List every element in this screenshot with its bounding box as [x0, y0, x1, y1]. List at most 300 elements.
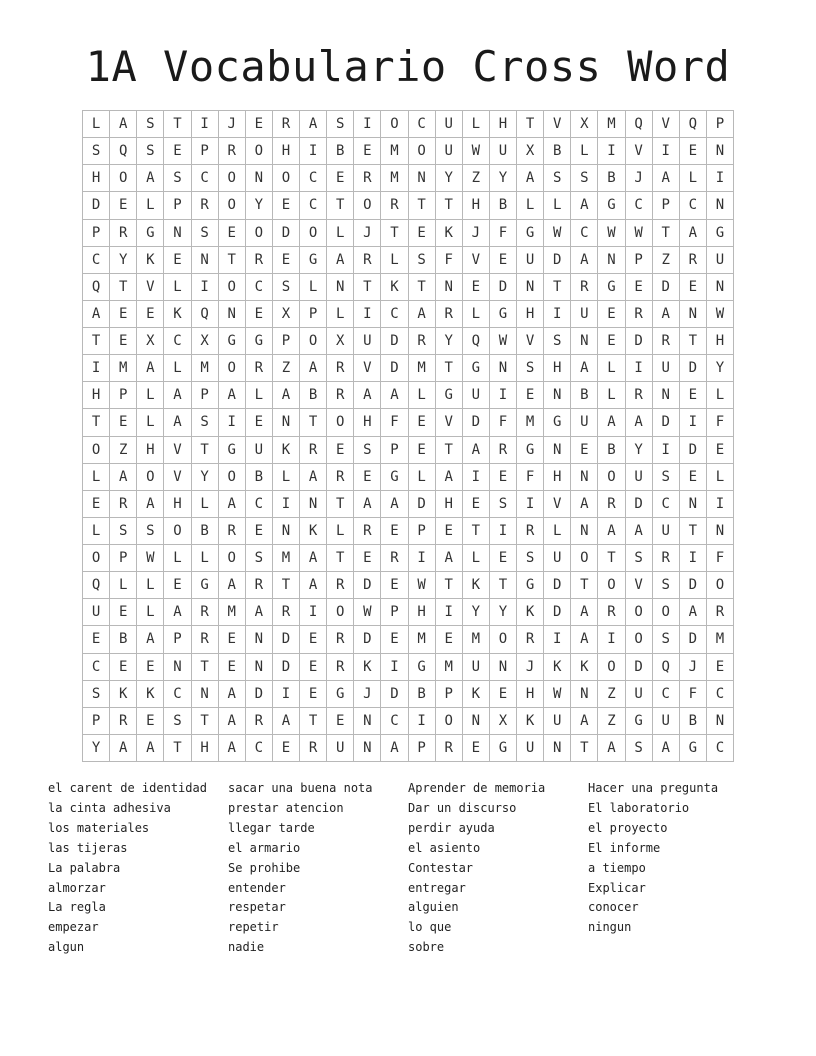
grid-cell: D: [544, 599, 571, 626]
grid-cell: O: [219, 192, 246, 219]
grid-cell: G: [626, 708, 653, 735]
grid-cell: O: [219, 274, 246, 301]
grid-cell: R: [327, 654, 354, 681]
word-item: los materiales: [48, 820, 150, 835]
grid-cell: T: [571, 572, 598, 599]
grid-cell: T: [164, 111, 191, 138]
grid-cell: I: [707, 165, 734, 192]
grid-cell: C: [246, 274, 273, 301]
grid-cell: U: [653, 708, 680, 735]
grid-cell: C: [300, 192, 327, 219]
grid-cell: L: [83, 111, 110, 138]
word-item: Dar un discurso: [408, 800, 517, 815]
grid-cell: P: [192, 138, 219, 165]
grid-cell: I: [192, 111, 219, 138]
word-item: el carent de identidad: [48, 781, 207, 795]
grid-cell: S: [517, 545, 544, 572]
grid-cell: E: [219, 220, 246, 247]
grid-cell: E: [246, 518, 273, 545]
grid-cell: A: [164, 382, 191, 409]
grid-cell: E: [137, 708, 164, 735]
grid-cell: A: [653, 301, 680, 328]
grid-cell: R: [192, 599, 219, 626]
grid-cell: E: [273, 735, 300, 762]
grid-cell: A: [354, 382, 381, 409]
grid-cell: W: [626, 220, 653, 247]
grid-cell: L: [137, 409, 164, 436]
grid-cell: A: [680, 599, 707, 626]
grid-cell: N: [463, 708, 490, 735]
grid-cell: A: [571, 355, 598, 382]
grid-cell: P: [436, 681, 463, 708]
word-item: Aprender de memoria: [408, 781, 546, 795]
grid-cell: T: [164, 735, 191, 762]
grid-cell: Y: [490, 165, 517, 192]
grid-cell: U: [436, 111, 463, 138]
grid-cell: C: [381, 708, 408, 735]
grid-cell: I: [192, 274, 219, 301]
grid-cell: E: [381, 572, 408, 599]
grid-cell: K: [137, 247, 164, 274]
page-title: 1A Vocabulario Cross Word: [85, 42, 731, 91]
grid-cell: K: [463, 572, 490, 599]
grid-cell: N: [273, 409, 300, 436]
grid-cell: A: [354, 491, 381, 518]
grid-cell: N: [219, 301, 246, 328]
grid-cell: N: [246, 654, 273, 681]
grid-cell: N: [490, 654, 517, 681]
grid-cell: M: [598, 111, 625, 138]
grid-cell: M: [436, 654, 463, 681]
grid-cell: R: [246, 708, 273, 735]
grid-cell: E: [327, 165, 354, 192]
grid-cell: A: [137, 355, 164, 382]
grid-cell: R: [219, 138, 246, 165]
grid-cell: O: [354, 192, 381, 219]
grid-cell: I: [490, 382, 517, 409]
word-search-grid: [82, 110, 734, 762]
grid-cell: C: [707, 681, 734, 708]
grid-cell: W: [598, 220, 625, 247]
grid-cell: O: [707, 572, 734, 599]
grid-cell: W: [544, 681, 571, 708]
grid-cell: B: [327, 138, 354, 165]
word-item: sacar una buena nota: [228, 781, 373, 795]
grid-cell: A: [381, 382, 408, 409]
grid-cell: D: [381, 355, 408, 382]
grid-cell: K: [463, 681, 490, 708]
grid-cell: H: [137, 437, 164, 464]
grid-cell: P: [381, 599, 408, 626]
grid-cell: X: [571, 111, 598, 138]
word-column: [408, 779, 588, 958]
grid-cell: E: [110, 654, 137, 681]
grid-cell: R: [598, 491, 625, 518]
grid-cell: K: [137, 681, 164, 708]
grid-cell: Q: [192, 301, 219, 328]
grid-cell: R: [192, 626, 219, 653]
grid-cell: I: [598, 626, 625, 653]
grid-cell: G: [463, 355, 490, 382]
grid-cell: T: [436, 355, 463, 382]
grid-cell: E: [110, 192, 137, 219]
grid-cell: W: [137, 545, 164, 572]
grid-cell: N: [246, 165, 273, 192]
grid-cell: X: [137, 328, 164, 355]
grid-cell: K: [164, 301, 191, 328]
grid-cell: R: [354, 165, 381, 192]
grid-cell: N: [707, 274, 734, 301]
grid-cell: T: [192, 654, 219, 681]
grid-cell: C: [300, 165, 327, 192]
grid-cell: C: [381, 301, 408, 328]
grid-cell: O: [83, 437, 110, 464]
word-item: perdir ayuda: [408, 820, 495, 835]
grid-cell: A: [571, 192, 598, 219]
grid-cell: R: [354, 247, 381, 274]
grid-cell: B: [300, 382, 327, 409]
grid-cell: R: [653, 328, 680, 355]
grid-cell: P: [110, 545, 137, 572]
grid-cell: Q: [626, 111, 653, 138]
grid-cell: E: [110, 301, 137, 328]
grid-cell: K: [300, 518, 327, 545]
grid-cell: A: [273, 382, 300, 409]
grid-cell: E: [598, 301, 625, 328]
grid-cell: D: [653, 274, 680, 301]
grid-cell: I: [463, 464, 490, 491]
grid-cell: M: [110, 355, 137, 382]
grid-cell: D: [83, 192, 110, 219]
grid-cell: O: [409, 138, 436, 165]
grid-cell: A: [110, 464, 137, 491]
grid-cell: E: [164, 247, 191, 274]
grid-cell: Z: [273, 355, 300, 382]
grid-cell: O: [626, 626, 653, 653]
grid-cell: D: [544, 247, 571, 274]
grid-cell: B: [490, 192, 517, 219]
grid-cell: O: [327, 409, 354, 436]
grid-cell: E: [300, 626, 327, 653]
grid-cell: C: [246, 735, 273, 762]
grid-cell: I: [409, 708, 436, 735]
grid-cell: N: [436, 274, 463, 301]
grid-cell: R: [381, 192, 408, 219]
grid-cell: R: [436, 735, 463, 762]
grid-cell: B: [409, 681, 436, 708]
grid-cell: R: [517, 626, 544, 653]
grid-cell: L: [137, 382, 164, 409]
grid-cell: D: [246, 681, 273, 708]
grid-cell: S: [164, 165, 191, 192]
grid-cell: Z: [463, 165, 490, 192]
word-item: entregar: [408, 880, 466, 895]
grid-cell: P: [164, 192, 191, 219]
word-item: La palabra: [48, 860, 121, 875]
grid-cell: N: [517, 274, 544, 301]
grid-cell: S: [137, 111, 164, 138]
grid-cell: S: [83, 681, 110, 708]
grid-cell: A: [137, 735, 164, 762]
grid-cell: E: [680, 138, 707, 165]
grid-cell: T: [436, 572, 463, 599]
grid-cell: P: [707, 111, 734, 138]
grid-cell: I: [653, 437, 680, 464]
grid-cell: K: [436, 220, 463, 247]
grid-cell: N: [164, 220, 191, 247]
grid-cell: R: [517, 518, 544, 545]
grid-cell: F: [490, 220, 517, 247]
grid-cell: T: [83, 409, 110, 436]
grid-cell: T: [300, 708, 327, 735]
grid-cell: I: [300, 138, 327, 165]
grid-cell: E: [219, 626, 246, 653]
grid-cell: R: [246, 572, 273, 599]
grid-cell: E: [680, 464, 707, 491]
grid-cell: L: [409, 464, 436, 491]
grid-cell: G: [544, 409, 571, 436]
grid-cell: T: [680, 518, 707, 545]
grid-cell: N: [490, 355, 517, 382]
grid-cell: M: [219, 599, 246, 626]
grid-cell: J: [517, 654, 544, 681]
grid-cell: E: [409, 437, 436, 464]
grid-cell: I: [598, 138, 625, 165]
grid-cell: E: [381, 518, 408, 545]
grid-cell: C: [164, 328, 191, 355]
grid-cell: U: [626, 681, 653, 708]
grid-cell: H: [544, 355, 571, 382]
grid-cell: L: [110, 572, 137, 599]
grid-cell: O: [598, 572, 625, 599]
grid-cell: R: [327, 626, 354, 653]
grid-cell: E: [490, 681, 517, 708]
grid-cell: S: [544, 328, 571, 355]
word-item: el armario: [228, 840, 301, 855]
grid-cell: T: [653, 220, 680, 247]
grid-cell: T: [110, 274, 137, 301]
grid-cell: X: [490, 708, 517, 735]
grid-cell: G: [436, 382, 463, 409]
grid-cell: O: [246, 138, 273, 165]
grid-cell: E: [300, 681, 327, 708]
grid-cell: L: [381, 247, 408, 274]
grid-cell: E: [381, 626, 408, 653]
grid-cell: R: [273, 599, 300, 626]
grid-cell: L: [598, 382, 625, 409]
grid-cell: I: [707, 491, 734, 518]
grid-cell: K: [381, 274, 408, 301]
grid-cell: F: [381, 409, 408, 436]
grid-cell: A: [137, 626, 164, 653]
grid-cell: R: [110, 220, 137, 247]
word-item: empezar: [48, 920, 99, 935]
grid-cell: E: [83, 626, 110, 653]
grid-cell: G: [517, 437, 544, 464]
grid-cell: N: [246, 626, 273, 653]
grid-cell: A: [327, 247, 354, 274]
grid-cell: M: [381, 138, 408, 165]
grid-cell: A: [653, 165, 680, 192]
grid-cell: I: [544, 301, 571, 328]
grid-cell: L: [327, 518, 354, 545]
grid-cell: O: [598, 464, 625, 491]
grid-cell: G: [707, 220, 734, 247]
grid-cell: R: [354, 518, 381, 545]
grid-cell: T: [327, 545, 354, 572]
grid-cell: W: [463, 138, 490, 165]
word-item: la cinta adhesiva: [48, 800, 171, 815]
grid-cell: T: [327, 491, 354, 518]
grid-cell: Y: [490, 599, 517, 626]
grid-cell: A: [273, 708, 300, 735]
grid-cell: E: [273, 192, 300, 219]
grid-cell: T: [436, 437, 463, 464]
grid-cell: Y: [83, 735, 110, 762]
grid-cell: A: [517, 165, 544, 192]
grid-cell: K: [273, 437, 300, 464]
grid-cell: S: [490, 491, 517, 518]
word-item: respetar: [228, 900, 286, 915]
grid-cell: G: [490, 735, 517, 762]
grid-cell: D: [273, 220, 300, 247]
word-item: el proyecto: [588, 820, 668, 835]
grid-cell: A: [571, 626, 598, 653]
grid-cell: U: [517, 735, 544, 762]
grid-cell: E: [300, 654, 327, 681]
grid-cell: D: [626, 654, 653, 681]
grid-cell: E: [327, 708, 354, 735]
grid-cell: L: [707, 464, 734, 491]
grid-cell: K: [354, 654, 381, 681]
grid-cell: L: [680, 165, 707, 192]
grid-cell: E: [137, 654, 164, 681]
grid-cell: A: [219, 491, 246, 518]
grid-cell: Y: [246, 192, 273, 219]
grid-cell: N: [571, 681, 598, 708]
grid-cell: S: [409, 247, 436, 274]
grid-cell: T: [409, 274, 436, 301]
grid-cell: I: [219, 409, 246, 436]
grid-cell: D: [463, 409, 490, 436]
grid-cell: D: [680, 626, 707, 653]
grid-cell: U: [653, 518, 680, 545]
grid-cell: H: [83, 165, 110, 192]
grid-cell: H: [707, 328, 734, 355]
grid-cell: L: [327, 301, 354, 328]
grid-cell: V: [436, 409, 463, 436]
grid-cell: L: [463, 301, 490, 328]
grid-cell: L: [273, 464, 300, 491]
grid-cell: Q: [110, 138, 137, 165]
grid-cell: G: [598, 192, 625, 219]
grid-cell: E: [164, 572, 191, 599]
grid-cell: P: [273, 328, 300, 355]
grid-cell: T: [273, 572, 300, 599]
grid-cell: U: [436, 138, 463, 165]
grid-cell: D: [680, 572, 707, 599]
grid-cell: D: [273, 626, 300, 653]
word-item: repetir: [228, 920, 279, 935]
grid-cell: E: [273, 247, 300, 274]
grid-cell: G: [409, 654, 436, 681]
grid-cell: O: [137, 464, 164, 491]
grid-cell: R: [273, 111, 300, 138]
grid-cell: F: [436, 247, 463, 274]
grid-cell: T: [192, 708, 219, 735]
grid-cell: C: [626, 192, 653, 219]
grid-cell: L: [300, 274, 327, 301]
grid-cell: I: [626, 355, 653, 382]
grid-cell: J: [626, 165, 653, 192]
grid-cell: A: [571, 708, 598, 735]
grid-cell: A: [571, 599, 598, 626]
grid-cell: V: [164, 437, 191, 464]
grid-cell: A: [571, 247, 598, 274]
grid-cell: O: [571, 545, 598, 572]
grid-cell: P: [300, 301, 327, 328]
grid-cell: U: [517, 247, 544, 274]
grid-cell: R: [246, 247, 273, 274]
grid-cell: E: [626, 274, 653, 301]
grid-cell: E: [409, 409, 436, 436]
grid-cell: S: [626, 545, 653, 572]
grid-cell: H: [517, 681, 544, 708]
grid-cell: F: [490, 409, 517, 436]
grid-cell: O: [381, 111, 408, 138]
grid-cell: E: [490, 545, 517, 572]
grid-cell: R: [246, 355, 273, 382]
grid-cell: P: [192, 382, 219, 409]
grid-cell: A: [300, 545, 327, 572]
word-item: Explicar: [588, 880, 646, 895]
grid-cell: G: [327, 681, 354, 708]
grid-cell: L: [83, 518, 110, 545]
grid-cell: E: [327, 437, 354, 464]
grid-cell: G: [246, 328, 273, 355]
grid-cell: A: [219, 735, 246, 762]
grid-cell: P: [83, 708, 110, 735]
grid-cell: S: [517, 355, 544, 382]
grid-cell: Z: [598, 681, 625, 708]
grid-cell: Y: [110, 247, 137, 274]
grid-cell: A: [219, 382, 246, 409]
grid-cell: G: [598, 274, 625, 301]
grid-cell: S: [653, 572, 680, 599]
grid-cell: D: [381, 328, 408, 355]
word-column: [228, 779, 408, 958]
grid-cell: V: [463, 247, 490, 274]
grid-cell: T: [463, 518, 490, 545]
grid-cell: N: [571, 518, 598, 545]
grid-cell: L: [164, 274, 191, 301]
grid-cell: U: [463, 382, 490, 409]
grid-cell: L: [707, 382, 734, 409]
grid-cell: O: [219, 545, 246, 572]
grid-cell: D: [544, 572, 571, 599]
grid-cell: N: [192, 681, 219, 708]
grid-cell: O: [246, 220, 273, 247]
grid-cell: G: [219, 437, 246, 464]
grid-cell: E: [246, 301, 273, 328]
grid-cell: E: [436, 626, 463, 653]
grid-cell: V: [653, 111, 680, 138]
grid-cell: O: [490, 626, 517, 653]
grid-cell: R: [409, 328, 436, 355]
grid-cell: L: [83, 464, 110, 491]
grid-cell: N: [707, 518, 734, 545]
grid-cell: R: [653, 545, 680, 572]
